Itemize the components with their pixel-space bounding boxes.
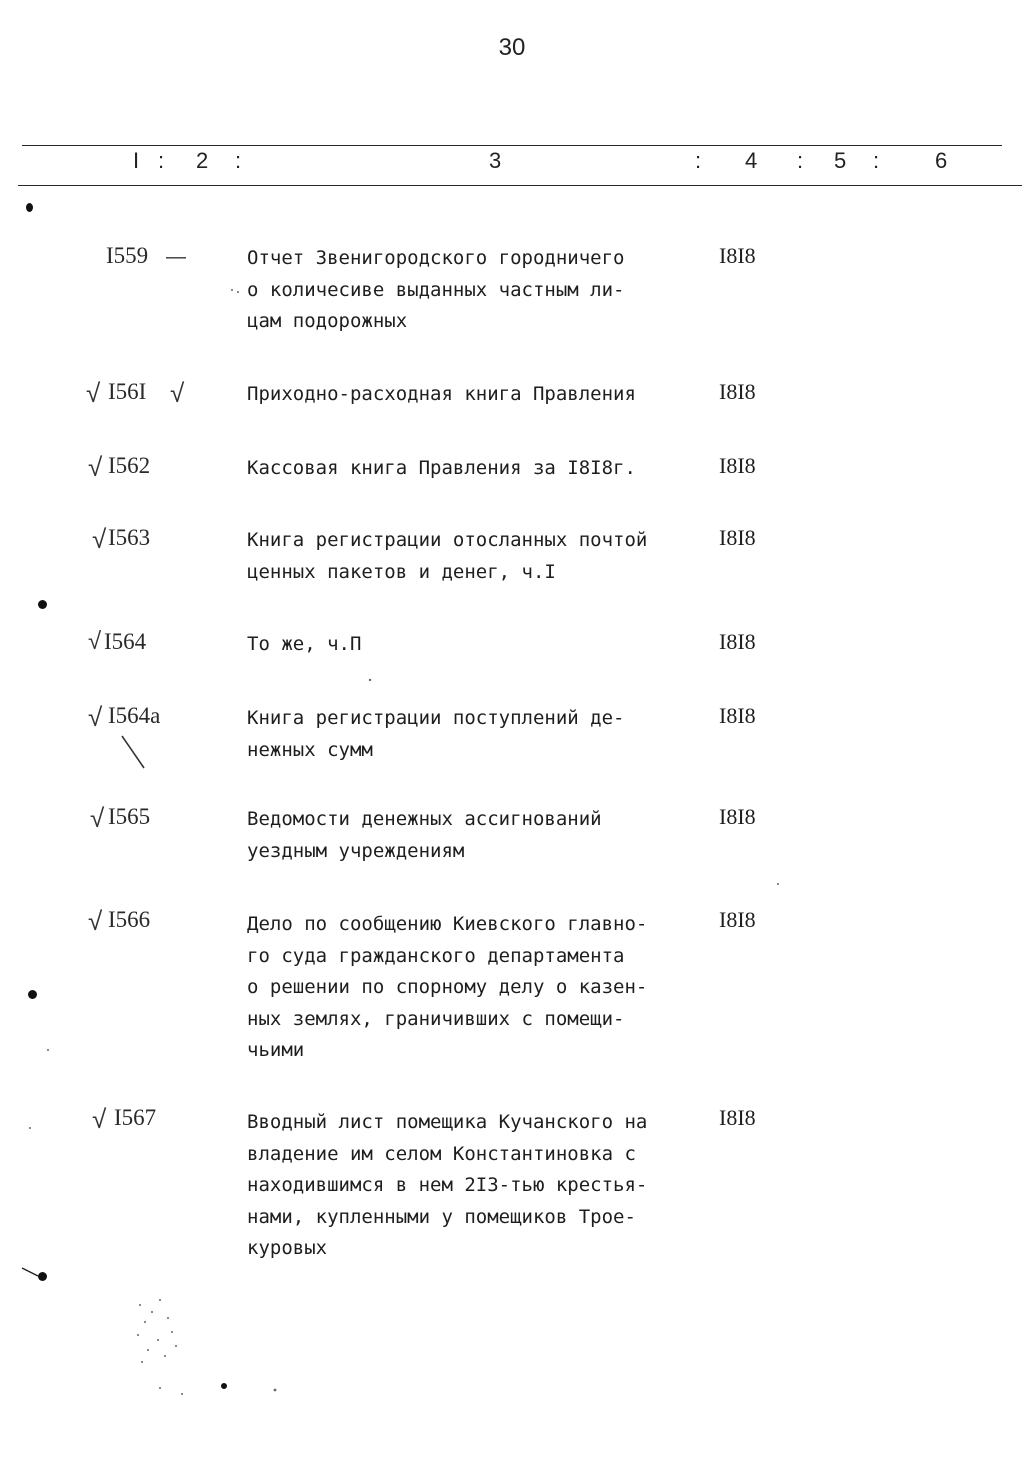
check-mark: √ bbox=[86, 378, 101, 408]
dash-mark: — bbox=[166, 246, 186, 268]
entry-number: I564 bbox=[104, 629, 147, 654]
header-col-4: 4 bbox=[745, 148, 758, 173]
entry-number: I56I bbox=[108, 379, 147, 404]
header-separator: : bbox=[695, 148, 702, 173]
entry-title: Ведомости денежных ассигнований уездным учреждениям bbox=[247, 808, 602, 862]
entry-number: I559 bbox=[106, 243, 149, 268]
entry-year: I8I8 bbox=[719, 453, 756, 478]
entry-year: I8I8 bbox=[719, 804, 756, 829]
header-col-6: 6 bbox=[935, 148, 948, 173]
entry-title: Вводный лист помещика Кучанского на владение им селом Константиновка с находившимся в нем 2I3-тью крестья- нами, купленными у помещиков Трое- куровых bbox=[247, 1111, 648, 1259]
entry-title: Кассовая книга Правления за I8I8г. bbox=[247, 457, 636, 479]
check-mark: √ bbox=[88, 628, 102, 655]
header-col-5: 5 bbox=[834, 148, 847, 173]
entry-year: I8I8 bbox=[719, 703, 756, 728]
check-mark: √ bbox=[92, 524, 107, 554]
entry-title: Отчет Звенигородского городничего о количесиве выданных частным ли- цам подорожных bbox=[247, 247, 625, 332]
header-separator: : bbox=[158, 148, 165, 173]
check-mark: √ bbox=[88, 906, 103, 936]
page-number: 30 bbox=[498, 34, 526, 61]
entry-title: Приходно-расходная книга Правления bbox=[247, 383, 636, 405]
entry-year: I8I8 bbox=[719, 525, 756, 550]
header-col-2: 2 bbox=[196, 148, 209, 173]
entry-year: I8I8 bbox=[719, 379, 756, 404]
entry-title: Дело по сообщению Киевского главно- го суда гражданского департамента о решении по спорному делу о казен- ных землях, граничивших с помещи- чьими bbox=[247, 913, 648, 1061]
check-mark: √ bbox=[88, 452, 103, 482]
check-mark: √ bbox=[170, 378, 185, 408]
entry-number: I567 bbox=[114, 1105, 157, 1130]
entry-number: I564а bbox=[108, 703, 161, 728]
header-separator: : bbox=[235, 148, 242, 173]
entry-title: Книга регистрации поступлений де- нежных сумм bbox=[247, 707, 625, 761]
entry-number: I565 bbox=[108, 804, 151, 829]
entry-year: I8I8 bbox=[719, 243, 756, 268]
header-col-3: 3 bbox=[489, 148, 502, 173]
header-separator: : bbox=[797, 148, 804, 173]
check-mark: √ bbox=[88, 702, 103, 732]
check-mark: √ bbox=[90, 803, 105, 833]
header-col-1: I bbox=[133, 148, 140, 173]
check-mark: √ bbox=[92, 1104, 107, 1134]
entry-year: I8I8 bbox=[719, 1105, 756, 1130]
entry-number: I566 bbox=[108, 907, 151, 932]
entry-number: I562 bbox=[108, 453, 151, 478]
entry-year: I8I8 bbox=[719, 907, 756, 932]
entry-title: Книга регистрации отосланных почтой ценных пакетов и денег, ч.I bbox=[247, 529, 648, 583]
entry-title: То же, ч.П bbox=[247, 633, 362, 655]
entry-year: I8I8 bbox=[719, 629, 756, 654]
entry-number: I563 bbox=[108, 525, 151, 550]
header-separator: : bbox=[873, 148, 880, 173]
